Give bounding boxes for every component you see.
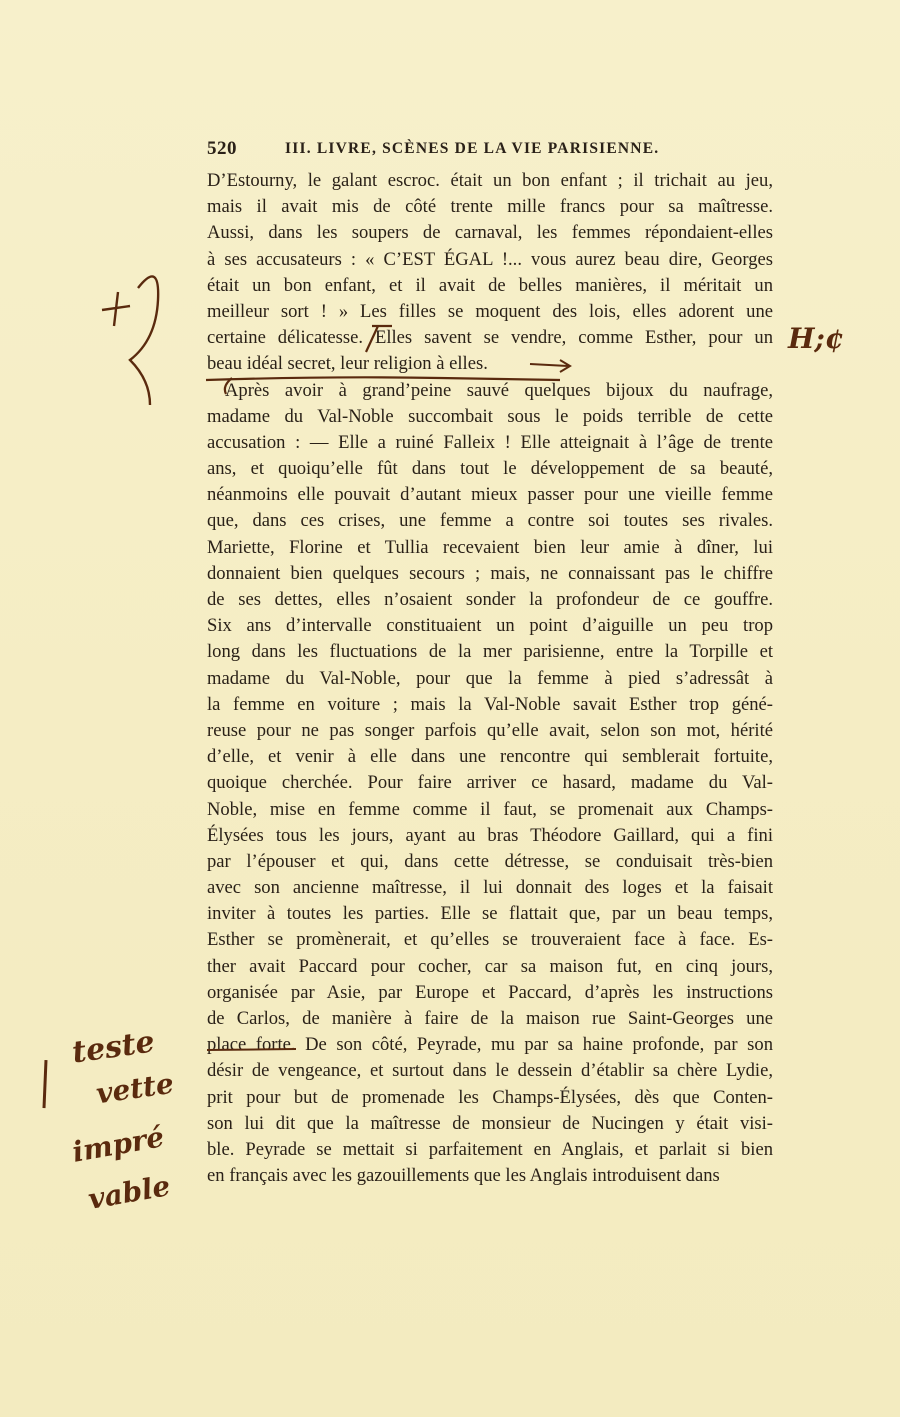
text-line: inviter à toutes les parties. Elle se flattait que, par un beau temps, — [207, 903, 773, 925]
text-line: à ses accusateurs : « C’EST ÉGAL !... vous aurez beau dire, Georges — [207, 248, 773, 270]
text-line: ther avait Paccard pour cocher, car sa maison fut, en cinq jours, — [207, 955, 773, 977]
text-line: que, dans ces crises, une femme a contre soi toutes ses rivales. — [207, 510, 773, 532]
margin-note-right: H;¢ — [788, 322, 845, 355]
margin-note-left-4: vable — [85, 1169, 173, 1216]
text-line: accusation : — Elle a ruiné Falleix ! Elle atteignait à l’âge de trente — [207, 431, 773, 453]
text-line: Aussi, dans les soupers de carnaval, les femmes répondaient-elles — [207, 222, 773, 244]
text-line: ans, et quoiqu’elle fût dans tout le développement de sa beauté, — [207, 458, 773, 480]
running-header — [207, 138, 777, 164]
text-line: la femme en voiture ; mais la Val-Noble savait Esther trop géné- — [207, 693, 773, 715]
text-line: beau idéal secret, leur religion à elles. — [207, 353, 488, 375]
text-line: néanmoins elle pouvait d’autant mieux passer pour une vieille femme — [207, 484, 773, 506]
text-line: D’Estourny, le galant escroc. était un bon enfant ; il trichait au jeu, — [207, 170, 773, 191]
text-line: Noble, mise en femme comme il faut, se promenait aux Champs- — [207, 798, 773, 820]
text-line: certaine délicatesse. Elles savent se vendre, comme Esther, pour un — [207, 327, 773, 349]
text-line: de Carlos, de manière à faire de la maison rue Saint-Georges une — [207, 1008, 773, 1029]
text-line: ble. Peyrade se mettait si parfaitement en Anglais, et parlait si bien — [207, 1138, 773, 1160]
text-line: quoique cherchée. Pour faire arriver ce hasard, madame du Val- — [207, 772, 773, 794]
margin-cross — [102, 292, 130, 326]
text-line: Six ans d’intervalle constituaient un point d’aiguille un peu trop — [207, 615, 773, 637]
margin-note-left-3: impré — [69, 1120, 167, 1169]
body-text — [207, 168, 773, 1189]
text-line: désir de vengeance, et surtout dans le dessein d’établir sa chère Lydie, — [207, 1060, 773, 1082]
margin-bar — [44, 1060, 46, 1108]
text-line: place forte. De son côté, Peyrade, mu par sa haine profonde, par son — [207, 1034, 773, 1056]
page-number: 520 — [207, 138, 237, 159]
text-line: donnaient bien quelques secours ; mais, ne connaissant pas le chiffre — [207, 562, 773, 584]
text-line: mais il avait mis de côté trente mille francs pour sa maîtresse. — [207, 196, 773, 218]
text-line: d’elle, et venir à elle dans une rencontre qui semblerait fortuite, — [207, 746, 773, 768]
text-line: long dans les fluctuations de la mer parisienne, entre la Torpille et — [207, 641, 773, 663]
text-line: Esther se promènerait, et qu’elles se trouveraient face à face. Es- — [207, 929, 773, 951]
text-line: avec son ancienne maîtresse, il lui donnait des loges et la faisait — [207, 877, 773, 899]
text-line: madame du Val-Noble succombait sous le poids terrible de cette — [207, 405, 773, 427]
text-line: Élysées tous les jours, ayant au bras Théodore Gaillard, qui a fini — [207, 824, 773, 846]
text-line: Mariette, Florine et Tullia recevaient bien leur amie à dîner, lui — [207, 536, 773, 558]
text-line: par l’épouser et qui, dans cette détresse, se conduisait très-bien — [207, 850, 773, 872]
margin-note-left-2: vette — [94, 1066, 176, 1111]
text-line: son lui dit que la maîtresse de monsieur de Nucingen y était visi- — [207, 1112, 773, 1134]
running-title: III. LIVRE, SCÈNES DE LA VIE PARISIENNE. — [285, 140, 660, 157]
margin-squiggle — [130, 276, 158, 405]
text-line: organisée par Asie, par Europe et Paccard, d’après les instructions — [207, 981, 773, 1003]
text-line: était un bon enfant, et il avait de belles manières, il méritait un — [207, 274, 773, 296]
text-line: de ses dettes, elles n’osaient sonder la profondeur de ce gouffre. — [207, 589, 773, 610]
text-line: en français avec les gazouillements que les Anglais introduisent dans — [207, 1165, 720, 1187]
text-line: Après avoir à grand’peine sauvé quelques bijoux du naufrage, — [225, 379, 773, 401]
text-line: meilleur sort ! » Les filles se moquent des lois, elles adorent une — [207, 300, 773, 322]
margin-note-left-1: teste — [69, 1024, 157, 1071]
text-line: madame du Val-Noble, pour que la femme à pied s’adressât à — [207, 667, 773, 689]
text-line: reuse pour ne pas songer parfois qu’elle avait, selon son mot, hérité — [207, 719, 773, 741]
text-line: prit pour but de promenade les Champs-Élysées, dès que Conten- — [207, 1086, 773, 1108]
